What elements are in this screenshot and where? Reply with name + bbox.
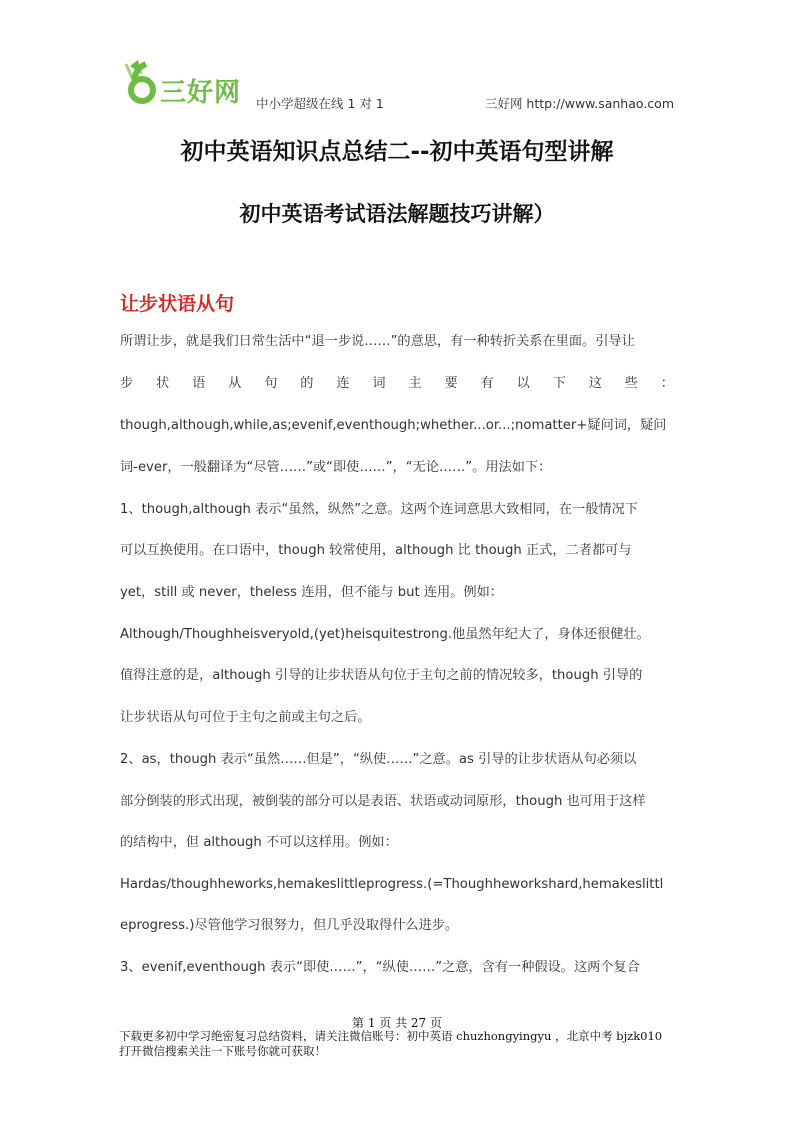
sanhao-logo-icon: [122, 58, 162, 108]
body-line: 的结构中，但 although 不可以这样用。例如：: [120, 835, 398, 850]
header-site: 三好网 http://www.sanhao.com: [484, 96, 674, 111]
body-line: 让步状语从句可位于主句之前或主句之后。: [120, 710, 371, 725]
header-tagline: 中小学超级在线 1 对 1: [256, 96, 384, 111]
body-line: 值得注意的是，although 引导的让步状语从句位于主句之前的情况较多，though 引导的: [120, 668, 643, 683]
page-number: 第 1 页 共 27 页: [352, 1016, 442, 1030]
body-line: 2、as，though 表示“虽然……但是”，“纵使……”之意。as 引导的让步状语从句必须以: [120, 752, 637, 767]
footer-line-1: 下载更多初中学习绝密复习总结资料，请关注微信账号：初中英语 chuzhongyingyu ，北京中考 bjzk010: [119, 1029, 663, 1043]
page-header: [118, 58, 678, 110]
body-line: yet，still 或 never，theless 连用，但不能与 but 连用。例如：: [120, 585, 503, 600]
body-line: though,although,while,as;evenif,eventhough;whether...or...;nomatter+疑问词，疑问: [120, 418, 667, 433]
body-line: 3、evenif,eventhough 表示“即使……”，“纵使……”之意，含有一种假设。这两个复合: [120, 960, 640, 975]
logo-text: 三好网: [160, 78, 242, 108]
section-heading: 让步状语从句: [120, 293, 235, 315]
body-line: 1、though,although 表示“虽然，纵然”之意。这两个连词意思大致相同，在一般情况下: [120, 502, 638, 517]
page-title-line-1: 初中英语知识点总结二--初中英语句型讲解: [180, 139, 614, 165]
body-line: Hardas/thoughheworks,hemakeslittleprogress.(=Thoughheworkshard,hemakeslittl: [120, 877, 664, 892]
body-line: 所谓让步，就是我们日常生活中“退一步说……”的意思，有一种转折关系在里面。引导让: [120, 334, 635, 349]
body-line: 步 状 语 从 句 的 连 词 主 要 有 以 下 这 些 ：: [120, 376, 674, 391]
body-line: Although/Thoughheisveryold,(yet)heisquitestrong.他虽然年纪大了，身体还很健壮。: [120, 627, 650, 642]
page-title-line-2: 初中英语考试语法解题技巧讲解）: [239, 202, 555, 226]
sanhao-logo: [122, 58, 262, 108]
footer-line-2: 打开微信搜索关注一下账号你就可获取！: [119, 1044, 326, 1058]
body-line: 可以互换使用。在口语中，though 较常使用，although 比 though 正式，二者都可与: [120, 543, 632, 558]
body-line: 部分倒装的形式出现，被倒装的部分可以是表语、状语或动词原形，though 也可用于这样: [120, 794, 646, 809]
body-line: eprogress.)尽管他学习很努力，但几乎没取得什么进步。: [120, 918, 459, 933]
body-line: 词-ever，一般翻译为“尽管……”或“即使……”，“无论……”。用法如下：: [120, 460, 552, 475]
